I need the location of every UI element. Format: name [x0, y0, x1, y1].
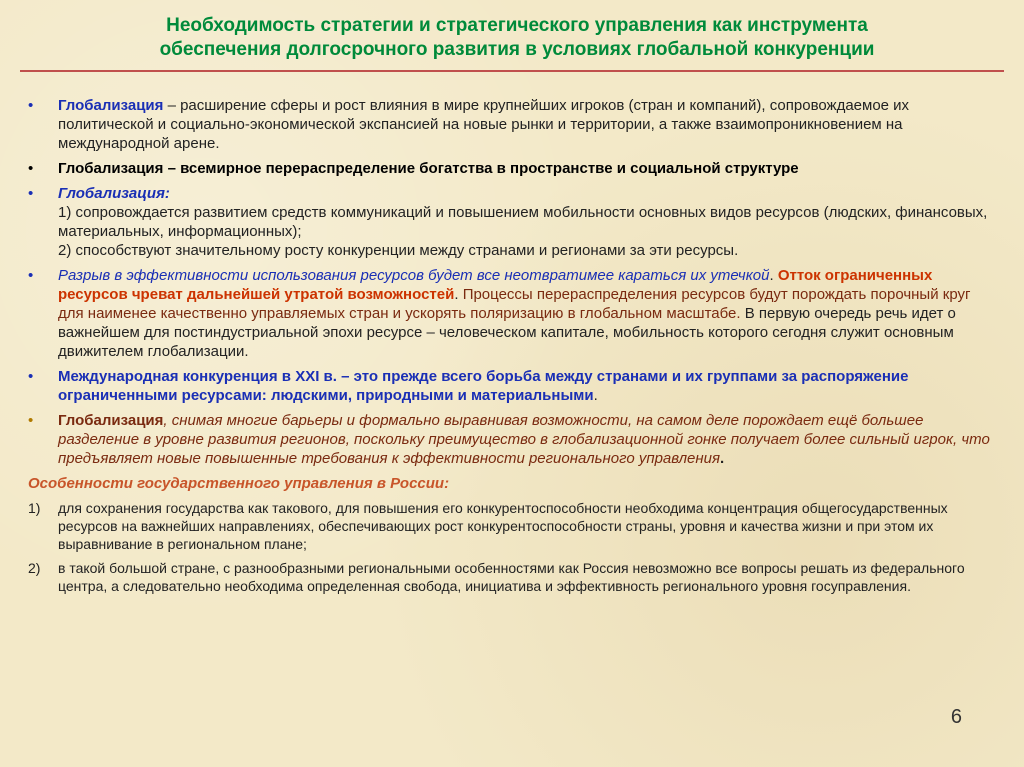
bullet-head: Глобализация: [58, 412, 164, 429]
bullet-icon: •: [28, 368, 34, 385]
item-text: для сохранения государства как такового, для повышения его конкурентоспособности необходима концентрация общегосударственных ресурсов на важнейших направлениях, обеспечивающих рост конкурентоспособности страны, уровня и качества жизни и при этом их выравнивание в региональном плане;: [58, 500, 948, 552]
bullet-item-5: [28, 367, 994, 405]
bullet-dot-2: .: [454, 286, 463, 303]
bullet-item-2: [28, 159, 994, 178]
item-number: 1): [28, 500, 41, 516]
bullet-text: – расширение сферы и рост влияния в мире крупнейших игроков (стран и компаний), сопровождаемое их политической и социально-экономической экспансией на новые рынки и территории, а также взаимопроникновением на международной арене.: [58, 97, 910, 152]
bullet-blue-text: Разрыв в эффективности использования ресурсов будет все неотвратимее караться их утечкой: [58, 267, 770, 284]
bullet-text: Глобализация – всемирное перераспределение богатства в пространстве и социальной структуре: [58, 160, 799, 177]
bullet-line-2: 2) способствуют значительному росту конкуренции между странами и регионами за эти ресурсы.: [58, 242, 739, 259]
bullet-item-3: [28, 184, 994, 260]
title-divider: [20, 70, 1004, 72]
title-line-1: Необходимость стратегии и стратегического управления как инструмента: [166, 15, 868, 36]
bullet-icon: •: [28, 97, 34, 114]
bullet-head: Глобализация:: [58, 185, 170, 202]
bullet-end: .: [593, 387, 598, 404]
bullet-line-1: 1) сопровождается развитием средств коммуникаций и повышением мобильности основных видов ресурсов (людских, финансовых, материальных, информационных);: [58, 204, 988, 240]
bullet-text: Международная конкуренция в XXI в. – это прежде всего борьба между странами и их группами за распоряжение ограниченными ресурсами: людскими, природными и материальными: [58, 368, 909, 404]
item-number: 2): [28, 560, 41, 576]
bullet-icon: •: [28, 185, 34, 202]
slide-content: [28, 96, 994, 601]
bullet-red-text: Отток ограниченных ресурсов чреват дальнейшей утратой возможностей: [58, 267, 933, 303]
bullet-head: Глобализация: [58, 97, 164, 114]
item-text: в такой большой стране, с разнообразными региональными особенностями как Россия невозможно все вопросы решать из федерального центра, а следовательно необходима определенная свобода, инициатива и эффективность регионального уровня госуправления.: [58, 560, 965, 594]
title-line-2: обеспечения долгосрочного развития в условиях глобальной конкуренции: [159, 39, 875, 60]
bullet-darkred-text: Процессы перераспределения ресурсов будут порождать порочный круг для наименее качественно управляемых стран и ускорять поляризацию в глобальном масштабе.: [58, 286, 971, 322]
bullet-icon: •: [28, 412, 34, 429]
bullet-icon: •: [28, 267, 34, 284]
bullet-item-4: [28, 266, 994, 361]
slide-title: [40, 14, 994, 62]
numbered-item-1: [28, 499, 994, 553]
numbered-item-2: [28, 559, 994, 595]
bullet-item-6: [28, 411, 994, 468]
section-title: Особенности государственного управления в России:: [28, 475, 450, 492]
bullet-black-text: В первую очередь речь идет о важнейшем для постиндустриальной эпохи ресурсе – человеческом капитале, мобильность которого сегодня служит основным движителем глобализации.: [58, 305, 956, 360]
bullet-dot: .: [769, 267, 778, 284]
bullet-end: .: [720, 450, 725, 467]
bullet-item-1: [28, 96, 994, 153]
bullet-text: , снимая многие барьеры и формально выравнивая возможности, на самом деле порождает ещё большее разделение в уровне развития регионов, поскольку преимущество в глобализационной гонке получает более сильный игрок, что предъявляет новые повышенные требования к эффективности регионального управления: [58, 412, 990, 467]
page-number: 6: [950, 706, 962, 728]
bullet-icon: •: [28, 160, 34, 177]
